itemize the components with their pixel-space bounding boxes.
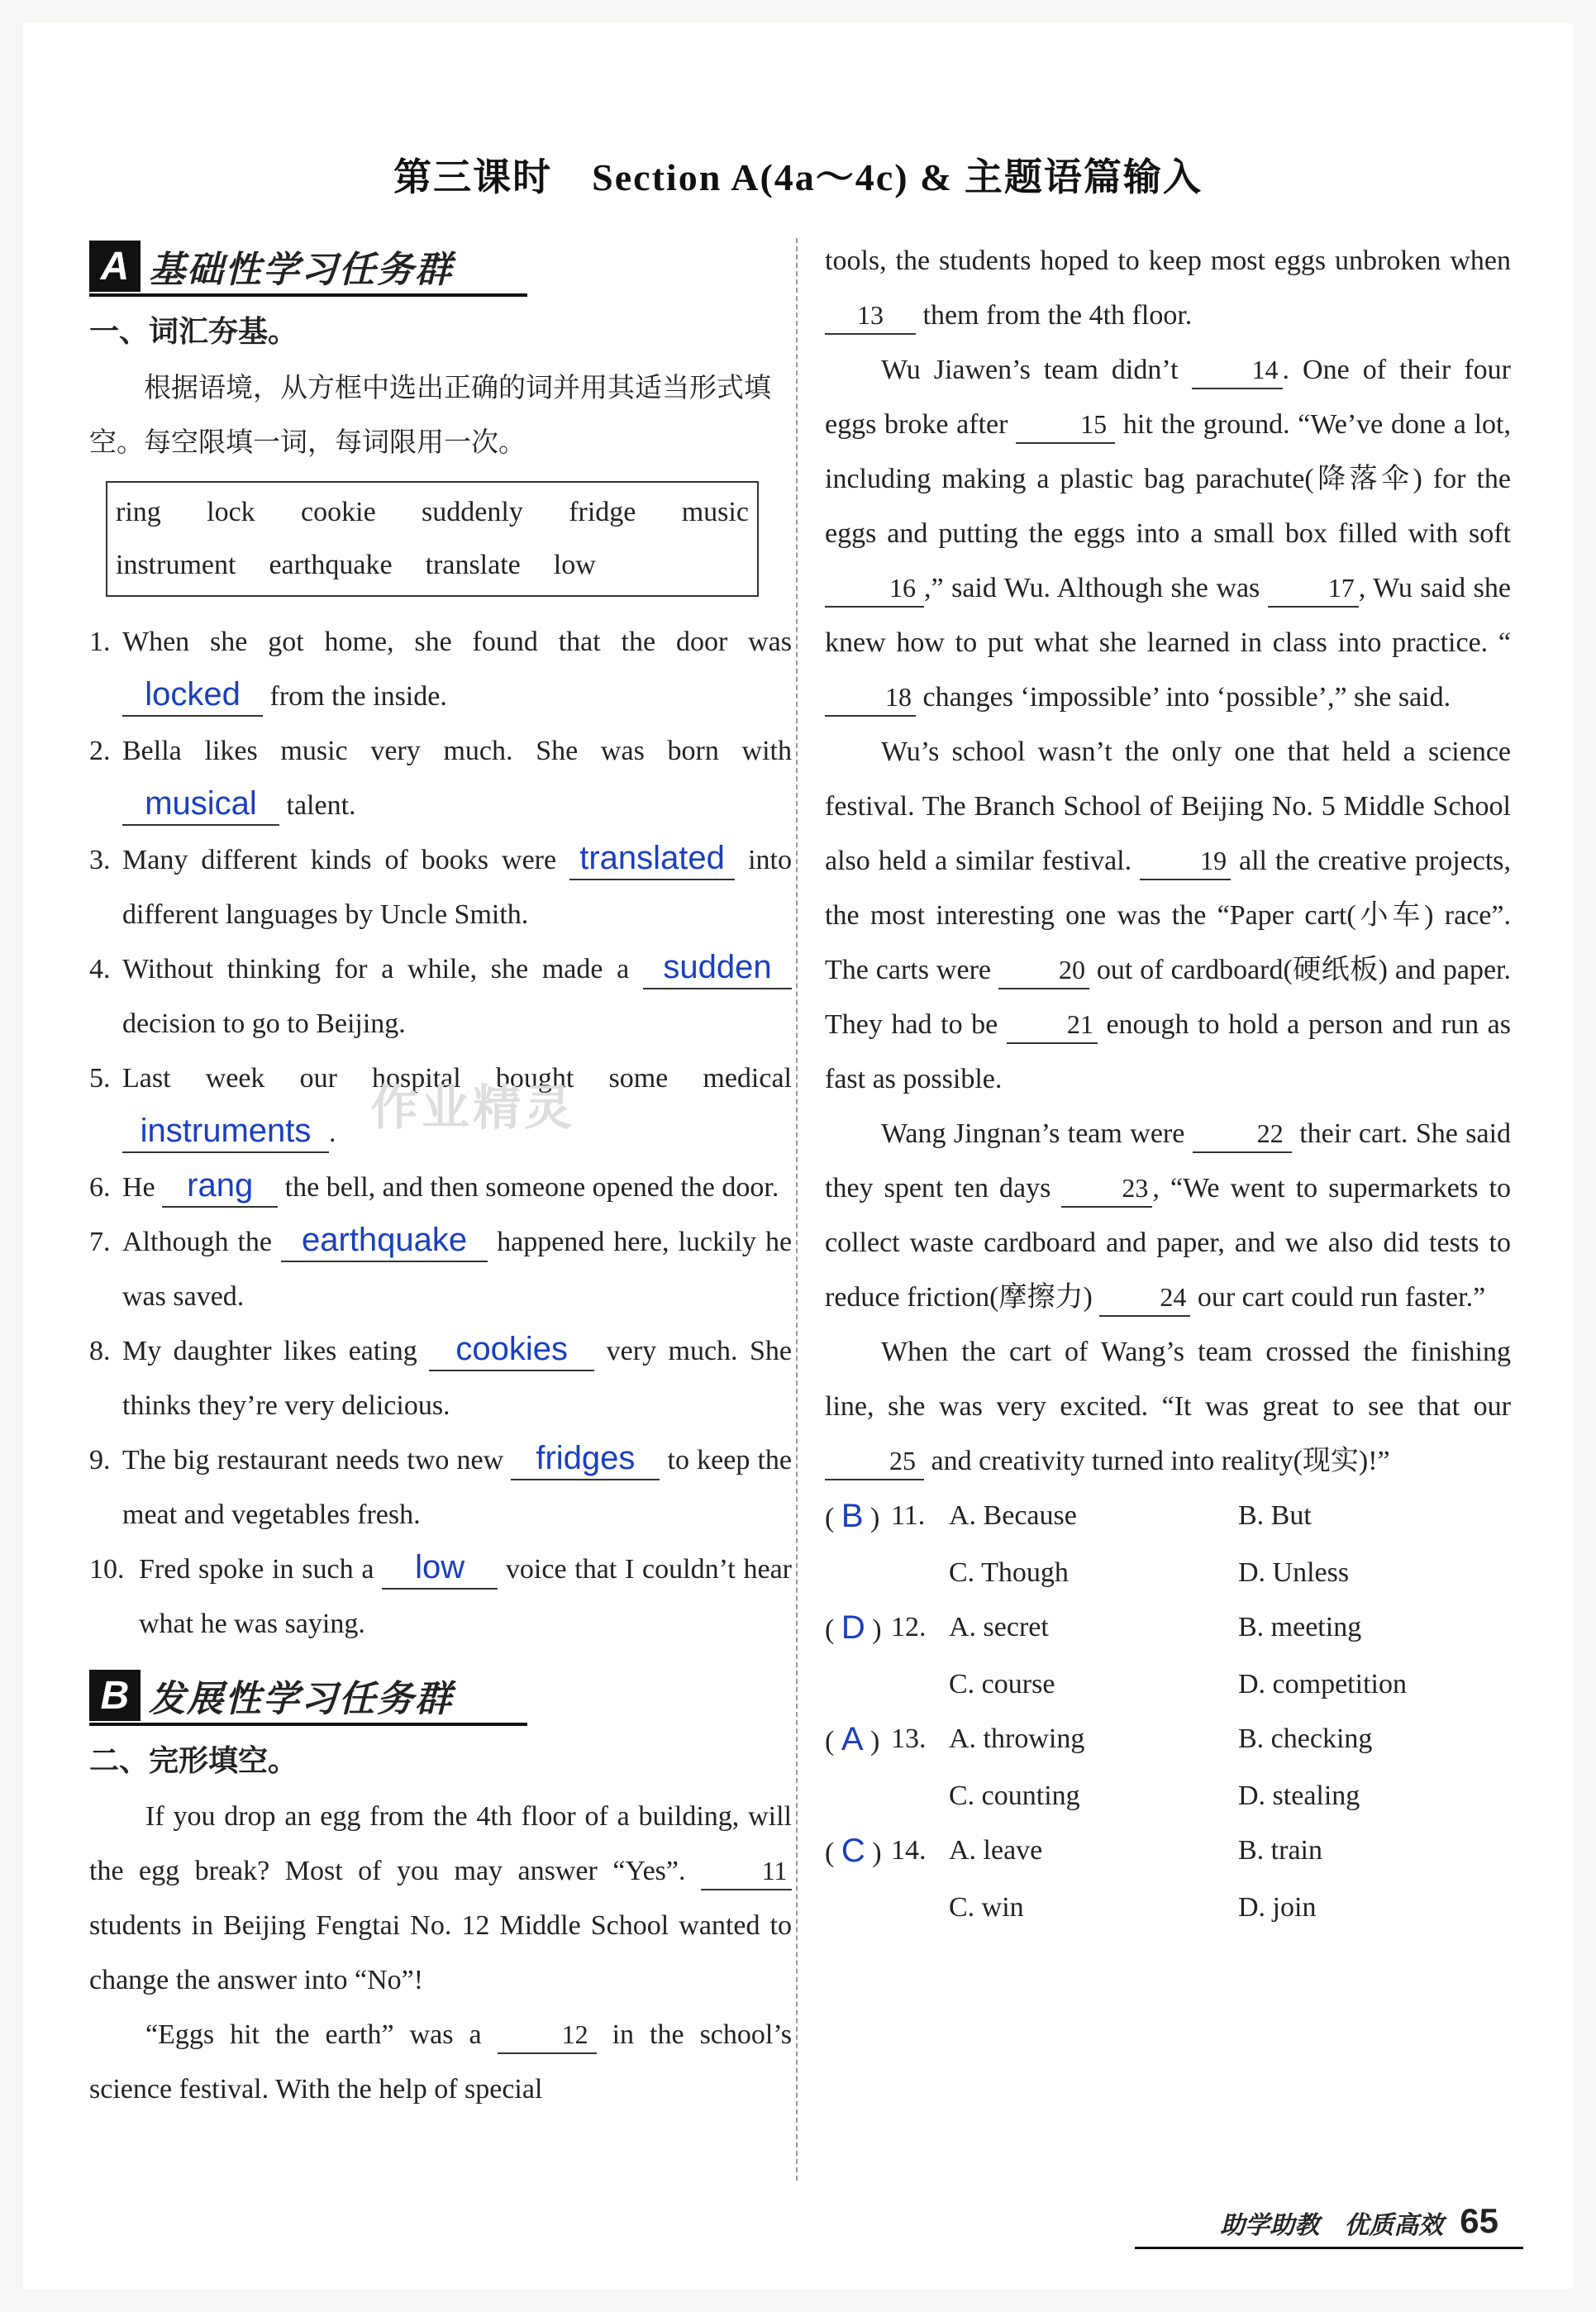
cloze-blank[interactable]: 22 [1193,1115,1292,1153]
section-a-banner [89,234,792,298]
item-number: 5. [89,1063,111,1094]
option-row [825,1546,1511,1600]
option-c[interactable]: C. course [949,1669,1055,1699]
word-box-word: ring [116,497,161,527]
column-divider [796,238,798,2181]
item-text: very much. She thinks they’re very delicious. [122,1336,792,1421]
cloze-text: our cart could run faster.” [1197,1282,1486,1313]
answer-blank[interactable]: low [382,1547,498,1590]
item-text: . [329,1118,336,1148]
option-d[interactable]: D. stealing [1238,1780,1360,1811]
cloze-text: all the creative projects, the most interesting one was the “Paper cart(小车) race”. The carts were [825,846,1512,985]
vocab-item [89,1161,792,1215]
banner-underline [89,293,527,297]
option-row [825,1769,1511,1823]
word-box-word: fridge [569,497,636,527]
cloze-text: them from the 4th floor. [922,300,1193,331]
answer-blank[interactable]: earthquake [281,1219,488,1262]
vocab-item [89,942,792,1051]
option-b[interactable]: B. But [1238,1500,1312,1531]
vocab-item [89,1324,792,1433]
workbook-page [23,23,1573,2289]
vocab-item [89,1433,792,1542]
option-row [825,1657,1511,1712]
vocab-item [89,1542,792,1652]
cloze-blank[interactable]: 13 [825,297,916,335]
cloze-blank[interactable]: 15 [1016,406,1115,444]
option-row [825,1881,1511,1935]
cloze-text: enough to hold a person and run as fast as possible. [825,1009,1511,1094]
item-text: Bella likes music very much. She was born with [122,736,792,766]
cloze-blank[interactable]: 19 [1140,842,1231,880]
option-b[interactable]: B. train [1238,1835,1322,1866]
item-text: Although the [122,1227,273,1257]
item-text: talent. [286,790,356,821]
option-row: ( B ) 11. A. Because B. But [825,1489,1511,1546]
cloze-blank[interactable]: 20 [998,951,1089,989]
cloze-blank[interactable]: 23 [1061,1170,1152,1208]
item-text: voice that I couldn’t hear what he was saying. [139,1554,792,1639]
item-text: Without thinking for a while, she made a [122,954,630,984]
word-box-word: suddenly [422,497,523,527]
vocab-item [89,615,792,724]
cloze-paragraph [825,234,1511,343]
vocab-item [89,1215,792,1324]
word-box-word: translate [425,550,521,580]
option-row: ( A ) 13. A. throwing B. checking [825,1712,1511,1769]
answer-blank[interactable]: sudden [643,946,792,989]
item-text: Many different kinds of books were [122,845,557,875]
page-footer [1220,2201,1498,2241]
item-text: from the inside. [269,681,447,712]
item-number: 3. [89,845,111,875]
cloze-paragraph [89,2008,792,2117]
banner-underline [89,1723,527,1726]
cloze-blank[interactable]: 11 [701,1852,792,1890]
chosen-answer[interactable]: B [841,1498,864,1534]
cloze-paragraph [825,725,1511,1107]
item-text: He [122,1172,155,1203]
item-number: 6. [89,1172,111,1203]
section-a-letter: A [89,241,141,292]
part1-instructions: 根据语境，从方框中选出正确的词并用其适当形式填空。每空限填一词，每词限用一次。 [89,371,771,458]
cloze-paragraph [825,1107,1511,1325]
word-box-word: low [553,550,596,580]
cloze-blank[interactable]: 18 [825,679,916,717]
chosen-answer[interactable]: D [841,1609,865,1646]
item-text: Fred spoke in such a [139,1554,374,1585]
cloze-text: their cart. She said they spent ten days [825,1118,1512,1204]
footer-slogan: 助学助教 优质高效 [1220,2211,1444,2240]
option-a[interactable]: A. throwing [949,1723,1085,1754]
right-column [825,234,1511,1935]
option-b[interactable]: B. meeting [1238,1612,1362,1642]
option-c[interactable]: C. Though [949,1557,1069,1588]
item-text: into different languages by Uncle Smith. [122,845,793,930]
option-d[interactable]: D. Unless [1238,1557,1350,1588]
cloze-text: , “We went to supermarkets to collect waste cardboard and paper, and we also did tests to reduce friction(摩擦力) [825,1173,1511,1313]
cloze-paragraph [89,1790,792,2008]
cloze-text: tools, the students hoped to keep most eggs unbroken when [825,246,1511,276]
page-title: 第三课时 Section A(4a～4c) & 主题语篇输入 [393,156,1203,198]
cloze-blank[interactable]: 17 [1268,570,1359,608]
option-a[interactable]: A. leave [949,1835,1043,1866]
answer-blank[interactable]: rang [162,1165,278,1208]
item-number: 9. [89,1445,111,1475]
option-b[interactable]: B. checking [1238,1723,1373,1754]
item-number: 7. [89,1227,111,1257]
item-text: decision to go to Beijing. [122,1008,406,1039]
question-number: 14. [891,1835,927,1866]
cloze-text: When the cart of Wang’s team crossed the finishing line, she was very excited. “It was great to see that our [825,1337,1511,1422]
word-box-word: lock [207,497,255,527]
section-b-title: 发展性学习任务群 [149,1679,453,1719]
chosen-answer[interactable]: C [841,1833,865,1869]
cloze-blank[interactable]: 25 [825,1442,924,1480]
cloze-text: in the school’s science festival. With the help of special [89,2019,793,2105]
cloze-text: Wang Jingnan’s team were [881,1118,1185,1149]
vocab-item [89,833,792,942]
cloze-text: hit the ground. “We’ve done a lot, including making a plastic bag parachute(降落伞) for the eggs and putting the eggs into a small box filled with soft [825,409,1511,549]
answer-blank[interactable]: musical [122,783,279,826]
cloze-blank[interactable]: 21 [1007,1006,1098,1044]
cloze-text: Wu’s school wasn’t the only one that held a science festival. The Branch School of Beijing No. 5 Middle School also held a similar festival. [825,737,1511,876]
item-number: 4. [89,954,111,984]
question-number: 12. [891,1612,927,1642]
part2-heading: 二、完形填空。 [89,1744,298,1778]
chosen-answer[interactable]: A [841,1721,864,1757]
answer-blank[interactable]: translated [569,837,735,880]
page-number: 65 [1460,2201,1498,2240]
item-text: the bell, and then someone opened the door. [284,1172,779,1203]
cloze-paragraph [825,343,1511,725]
word-box-row-2 [116,539,749,592]
cloze-text: . One of their four eggs broke after [825,355,1512,440]
item-text: Last week our hospital bought some medical [122,1063,792,1094]
answer-blank[interactable]: fridges [511,1437,660,1480]
section-a-title: 基础性学习任务群 [149,250,453,290]
option-list [825,1489,1511,1935]
cloze-text: , Wu said she knew how to put what she learned in class into practice. “ [825,573,1511,658]
cloze-text: Wu Jiawen’s team didn’t [881,355,1179,385]
word-box-word: instrument [116,550,236,580]
answer-blank[interactable]: instruments [122,1110,329,1153]
option-c[interactable]: C. win [949,1892,1024,1923]
cloze-text: changes ‘impossible’ into ‘possible’,” she said. [922,682,1451,713]
cloze-blank[interactable]: 24 [1099,1279,1190,1317]
cloze-text: out of cardboard(硬纸板) and paper. They had to be [825,955,1512,1040]
word-box-row-1 [116,486,749,539]
cloze-paragraph [825,1325,1511,1489]
item-text: to keep the meat and vegetables fresh. [122,1445,793,1530]
option-a[interactable]: A. secret [949,1612,1049,1642]
section-b-letter: B [89,1670,141,1721]
question-number: 11. [891,1500,926,1531]
answer-blank[interactable]: cookies [429,1328,594,1371]
cloze-blank[interactable]: 16 [825,570,924,608]
cloze-blank[interactable]: 14 [1192,351,1283,389]
vocab-item [89,724,792,833]
option-row: ( D ) 12. A. secret B. meeting [825,1600,1511,1657]
option-d[interactable]: D. competition [1238,1669,1407,1699]
word-box [106,481,759,597]
cloze-text: “Eggs hit the earth” was a [145,2019,482,2050]
word-box-word: music [681,497,749,527]
question-number: 13. [891,1723,927,1754]
part1-heading: 一、词汇夯基。 [89,315,298,349]
item-number: 1. [89,627,111,657]
cloze-text: and creativity turned into reality(现实)!” [931,1446,1390,1476]
item-number: 2. [89,736,111,766]
footer-line [1135,2247,1523,2249]
item-text: happened here, luckily he was saved. [122,1227,793,1312]
cloze-blank[interactable]: 12 [498,2016,597,2054]
cloze-text: ,” said Wu. Although she was [924,573,1260,603]
word-box-word: earthquake [269,550,393,580]
watermark: 作业精灵 [370,1080,576,1136]
option-a[interactable]: A. Because [949,1500,1077,1531]
section-b-banner [89,1663,792,1728]
option-row: ( C ) 14. A. leave B. train [825,1823,1511,1881]
left-column [89,234,792,2117]
word-box-word: cookie [301,497,376,527]
item-text: When she got home, she found that the door was [122,627,792,657]
item-number: 8. [89,1336,111,1366]
item-number: 10. [89,1554,125,1585]
option-c[interactable]: C. counting [949,1780,1080,1811]
cloze-text: students in Beijing Fengtai No. 12 Middle School wanted to change the answer into “No”! [89,1910,792,1995]
cloze-text: If you drop an egg from the 4th floor of a building, will the egg break? Most of you may answer “Yes”. [89,1801,792,1886]
item-text: The big restaurant needs two new [122,1445,504,1475]
answer-blank[interactable]: locked [122,674,263,717]
option-d[interactable]: D. join [1238,1892,1317,1923]
item-text: My daughter likes eating [122,1336,417,1366]
